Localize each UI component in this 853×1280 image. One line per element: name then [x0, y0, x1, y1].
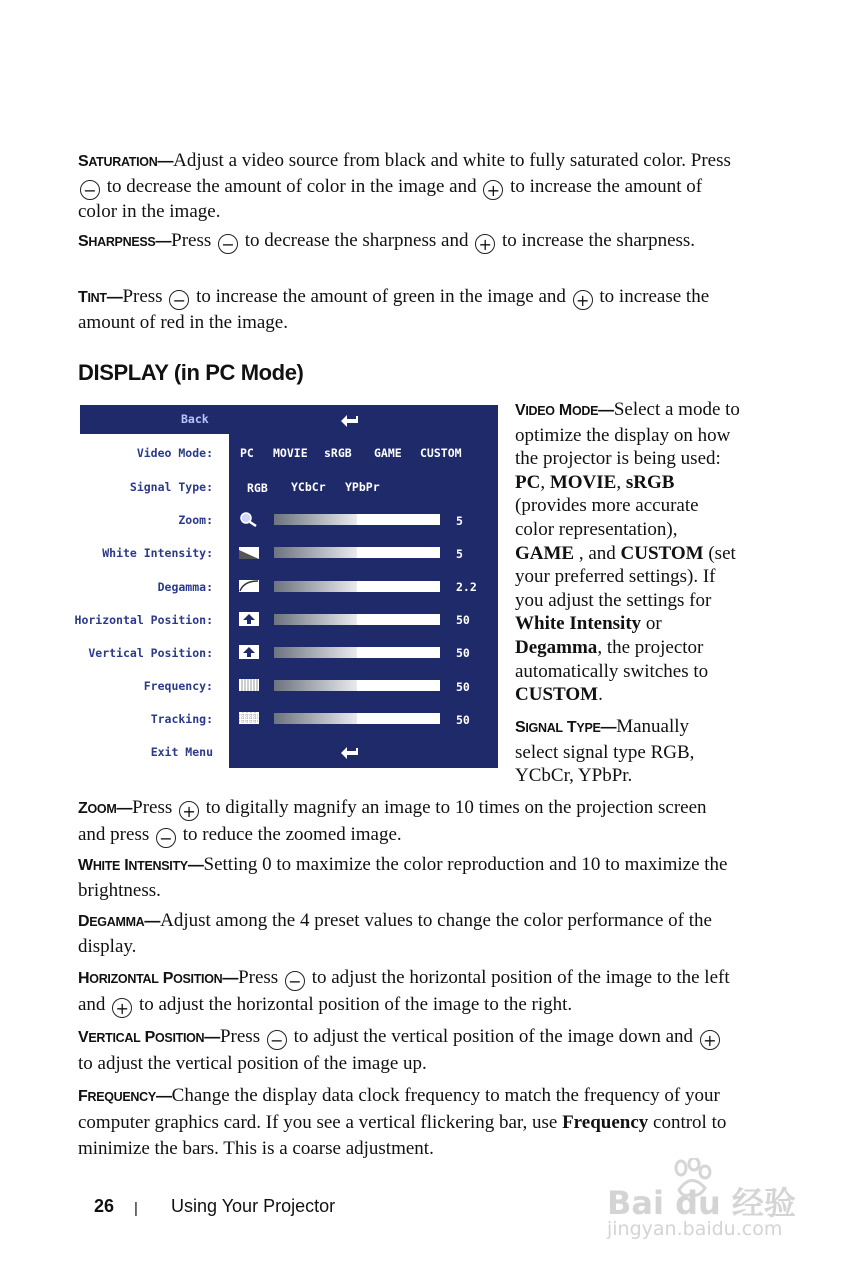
video-mode-option: sRGB	[324, 446, 352, 460]
minus-button-icon: −	[218, 234, 238, 254]
degamma-paragraph: DEGAMMA—Adjust among the 4 preset values to change the color performance of the display.	[78, 910, 712, 957]
return-arrow-icon	[338, 744, 360, 760]
horizontal-position-term: HORIZONTAL POSITION—	[78, 970, 239, 987]
vertical-position-slider	[274, 647, 440, 658]
osd-label-vertical-position: Vertical Position:	[88, 646, 213, 660]
plus-button-icon: +	[179, 801, 199, 821]
horizontal-position-slider	[274, 614, 440, 625]
video-mode-term: VIDEO MODE—	[515, 402, 614, 419]
plus-button-icon: +	[475, 234, 495, 254]
horizontal-position-value: 50	[456, 613, 470, 627]
horizontal-position-paragraph: HORIZONTAL POSITION—Press − to adjust the horizontal position of the image to the left and + to adjust the horizontal position of the image to the right.	[78, 967, 730, 1018]
osd-label-video-mode: Video Mode:	[136, 446, 213, 460]
osd-label-degamma: Degamma:	[157, 580, 213, 594]
osd-label-zoom: Zoom:	[178, 513, 213, 527]
signal-type-option: RGB	[247, 481, 268, 495]
signal-type-term: SIGNAL TYPE—	[515, 719, 617, 736]
plus-button-icon: +	[573, 290, 593, 310]
white-intensity-paragraph: WHITE INTENSITY—Setting 0 to maximize the color reproduction and 10 to maximize the brightness.	[78, 854, 728, 901]
video-mode-option: CUSTOM	[420, 446, 462, 460]
white-intensity-icon	[238, 545, 260, 561]
saturation-paragraph: SATURATION—Adjust a video source from black and white to fully saturated color. Press − to decrease the amount of color in the image and + to increase the amount of color in the image.	[78, 150, 731, 222]
white-intensity-value: 5	[456, 547, 463, 561]
footer-section-title: Using Your Projector	[171, 1196, 336, 1216]
video-mode-option: MOVIE	[273, 446, 308, 460]
tint-paragraph: TINT—Press − to increase the amount of green in the image and + to increase the amount of red in the image.	[78, 286, 710, 333]
tracking-value: 50	[456, 713, 470, 727]
degamma-value: 2.2	[456, 580, 477, 594]
vertical-position-term: VERTICAL POSITION—	[78, 1029, 220, 1046]
osd-menu-screenshot	[74, 405, 498, 768]
zoom-paragraph: ZOOM—Press + to digitally magnify an image to 10 times on the projection screen and press − to reduce the zoomed image.	[78, 797, 707, 848]
tracking-icon	[238, 710, 260, 726]
osd-label-frequency: Frequency:	[143, 679, 213, 693]
zoom-value: 5	[456, 514, 463, 528]
frequency-value: 50	[456, 680, 470, 694]
vertical-position-value: 50	[456, 646, 470, 660]
video-mode-option: PC	[240, 446, 254, 460]
vertical-position-icon	[238, 644, 260, 660]
signal-type-option: YPbPr	[345, 480, 380, 494]
tint-term: TINT—	[78, 289, 123, 306]
tracking-slider	[274, 713, 440, 724]
signal-type-option: YCbCr	[291, 480, 326, 494]
minus-button-icon: −	[80, 180, 100, 200]
watermark-brand: Bai du 经验	[607, 1184, 796, 1222]
signal-type-description: SIGNAL TYPE—Manually select signal type RGB, YCbCr, YPbPr.	[515, 716, 695, 787]
section-heading: DISPLAY (in PC Mode)	[78, 360, 304, 385]
plus-button-icon: +	[700, 1030, 720, 1050]
white-intensity-slider	[274, 547, 440, 558]
watermark-url: jingyan.baidu.com	[607, 1218, 783, 1240]
minus-button-icon: −	[285, 971, 305, 991]
degamma-slider	[274, 581, 440, 592]
osd-label-white-intensity: White Intensity:	[102, 546, 213, 560]
plus-button-icon: +	[483, 180, 503, 200]
frequency-term: FREQUENCY—	[78, 1088, 172, 1105]
minus-button-icon: −	[169, 290, 189, 310]
osd-label-tracking: Tracking:	[150, 712, 213, 726]
osd-label-exit-menu: Exit Menu	[150, 745, 213, 759]
osd-back-label: Back	[181, 412, 209, 426]
frequency-icon	[238, 677, 260, 693]
return-arrow-icon	[338, 412, 360, 428]
video-mode-option: GAME	[374, 446, 402, 460]
white-intensity-term: WHITE INTENSITY—	[78, 857, 204, 874]
osd-label-signal-type: Signal Type:	[129, 480, 213, 494]
saturation-term: SATURATION—	[78, 153, 174, 170]
sharpness-term: SHARPNESS—	[78, 233, 172, 250]
baidu-watermark	[605, 1158, 805, 1248]
video-mode-description: VIDEO MODE—Select a mode to optimize the display on how the projector is being used: PC, MOVIE, sRGB (provides more accurate color representation), GAME , and CUSTOM (set your preferred settings). If you adjust the settings for White Intensity or Degamma, the projector automatically switches to CUSTOM.	[515, 399, 740, 706]
frequency-paragraph: FREQUENCY—Change the display data clock frequency to match the frequency of your computer graphics card. If you see a vertical flickering bar, use Frequency control to minimize the bars. This is a coarse adjustment.	[78, 1085, 727, 1159]
osd-label-horizontal-position: Horizontal Position:	[74, 613, 213, 627]
zoom-icon	[238, 511, 260, 527]
degamma-icon	[238, 578, 260, 594]
sharpness-paragraph: SHARPNESS—Press − to decrease the sharpness and + to increase the sharpness.	[78, 230, 696, 254]
footer-separator: |	[134, 1200, 138, 1217]
page-number: 26	[94, 1196, 115, 1216]
degamma-term: DEGAMMA—	[78, 913, 161, 930]
osd-topbar	[80, 405, 498, 434]
plus-button-icon: +	[112, 998, 132, 1018]
minus-button-icon: −	[156, 828, 176, 848]
vertical-position-paragraph: VERTICAL POSITION—Press − to adjust the vertical position of the image down and + to adjust the vertical position of the image up.	[78, 1024, 738, 1077]
horizontal-position-icon	[238, 611, 260, 627]
minus-button-icon: −	[267, 1030, 287, 1050]
zoom-slider	[274, 514, 440, 525]
zoom-term: ZOOM—	[78, 800, 133, 817]
frequency-slider	[274, 680, 440, 691]
